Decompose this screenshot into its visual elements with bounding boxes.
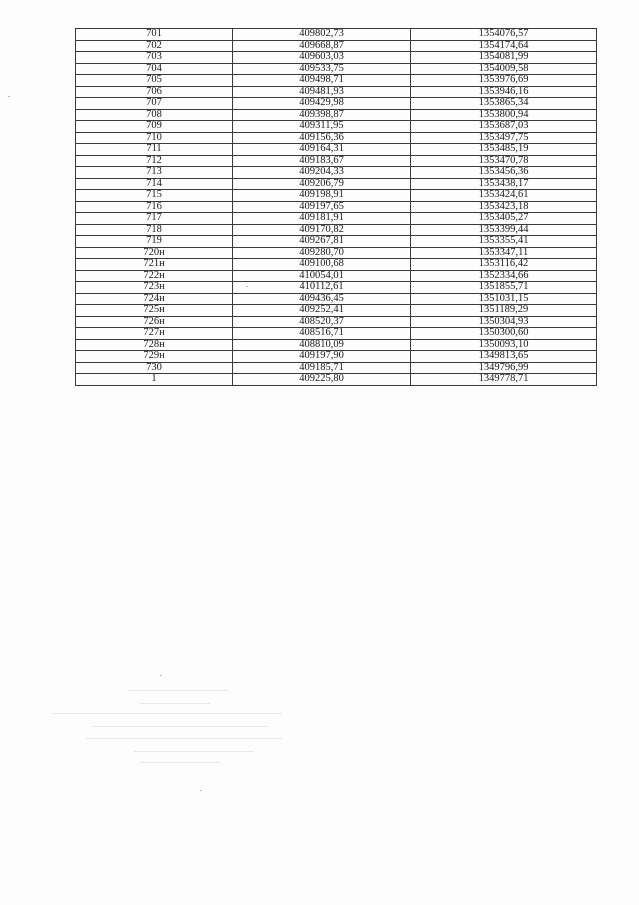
x-coordinate-cell: 409436,45 [233,293,411,305]
table-row [76,52,597,64]
point-number-cell: 707 [76,98,233,110]
y-coordinate-cell: 1353456,36 [411,167,597,179]
x-coordinate-cell: 410054,01 [233,270,411,282]
y-coordinate-cell: 1354009,58 [411,63,597,75]
x-coordinate-cell: 409398,87 [233,109,411,121]
table-row [76,270,597,282]
y-coordinate-cell: 1351855,71 [411,282,597,294]
x-coordinate-cell: 409170,82 [233,224,411,236]
table-row [76,86,597,98]
point-number-cell: 717 [76,213,233,225]
point-number-cell: 729н [76,351,233,363]
y-coordinate-cell: 1353424,61 [411,190,597,202]
x-coordinate-cell: 409156,36 [233,132,411,144]
point-number-cell: 723н [76,282,233,294]
point-number-cell: 722н [76,270,233,282]
table-row [76,121,597,133]
x-coordinate-cell: 409164,31 [233,144,411,156]
table-row [76,362,597,374]
y-coordinate-cell: 1351189,29 [411,305,597,317]
point-number-cell: 701 [76,29,233,41]
table-row [76,247,597,259]
y-coordinate-cell: 1352334,66 [411,270,597,282]
x-coordinate-cell: 409481,93 [233,86,411,98]
point-number-cell: 730 [76,362,233,374]
point-number-cell: 708 [76,109,233,121]
y-coordinate-cell: 1353423,18 [411,201,597,213]
table-row [76,316,597,328]
table-row [76,109,597,121]
coordinates-table [75,28,597,386]
point-number-cell: 716 [76,201,233,213]
table-row [76,29,597,41]
table-row [76,224,597,236]
point-number-cell: 709 [76,121,233,133]
point-number-cell: 711 [76,144,233,156]
y-coordinate-cell: 1351031,15 [411,293,597,305]
table-row [76,178,597,190]
table-row [76,351,597,363]
table-row [76,63,597,75]
y-coordinate-cell: 1354081,99 [411,52,597,64]
x-coordinate-cell: 409197,90 [233,351,411,363]
point-number-cell: 715 [76,190,233,202]
x-coordinate-cell: 409802,73 [233,29,411,41]
x-coordinate-cell: 408810,09 [233,339,411,351]
y-coordinate-cell: 1349813,65 [411,351,597,363]
y-coordinate-cell: 1353355,41 [411,236,597,248]
point-number-cell: 713 [76,167,233,179]
y-coordinate-cell: 1349778,71 [411,374,597,386]
table-row [76,167,597,179]
point-number-cell: 720н [76,247,233,259]
x-coordinate-cell: 409204,33 [233,167,411,179]
y-coordinate-cell: 1353687,03 [411,121,597,133]
y-coordinate-cell: 1350300,60 [411,328,597,340]
x-coordinate-cell: 409206,79 [233,178,411,190]
x-coordinate-cell: 409311,95 [233,121,411,133]
point-number-cell: 726н [76,316,233,328]
table-row [76,339,597,351]
x-coordinate-cell: 409280,70 [233,247,411,259]
y-coordinate-cell: 1353347,11 [411,247,597,259]
point-number-cell: 725н [76,305,233,317]
table-row [76,190,597,202]
table-row [76,236,597,248]
point-number-cell: 714 [76,178,233,190]
point-number-cell: 705 [76,75,233,87]
y-coordinate-cell: 1353116,42 [411,259,597,271]
point-number-cell: 704 [76,63,233,75]
x-coordinate-cell: 409498,71 [233,75,411,87]
x-coordinate-cell: 409225,80 [233,374,411,386]
table-row [76,293,597,305]
point-number-cell: 702 [76,40,233,52]
table-row [76,374,597,386]
y-coordinate-cell: 1353800,94 [411,109,597,121]
y-coordinate-cell: 1353405,27 [411,213,597,225]
x-coordinate-cell: 409533,75 [233,63,411,75]
point-number-cell: 721н [76,259,233,271]
point-number-cell: 727н [76,328,233,340]
point-number-cell: 710 [76,132,233,144]
point-number-cell: 703 [76,52,233,64]
x-coordinate-cell: 409197,65 [233,201,411,213]
x-coordinate-cell: 409668,87 [233,40,411,52]
x-coordinate-cell: 409603,03 [233,52,411,64]
table-row [76,328,597,340]
x-coordinate-cell: 409252,41 [233,305,411,317]
point-number-cell: 712 [76,155,233,167]
y-coordinate-cell: 1353976,69 [411,75,597,87]
point-number-cell: 728н [76,339,233,351]
point-number-cell: 706 [76,86,233,98]
x-coordinate-cell: 409185,71 [233,362,411,374]
table-row [76,75,597,87]
x-coordinate-cell: 409429,98 [233,98,411,110]
y-coordinate-cell: 1349796,99 [411,362,597,374]
x-coordinate-cell: 408520,37 [233,316,411,328]
point-number-cell: 724н [76,293,233,305]
y-coordinate-cell: 1353438,17 [411,178,597,190]
table-row [76,98,597,110]
x-coordinate-cell: 409183,67 [233,155,411,167]
x-coordinate-cell: 410112,61 [233,282,411,294]
table-row [76,155,597,167]
y-coordinate-cell: 1353946,16 [411,86,597,98]
y-coordinate-cell: 1353497,75 [411,132,597,144]
point-number-cell: 718 [76,224,233,236]
table-row [76,144,597,156]
y-coordinate-cell: 1353485,19 [411,144,597,156]
y-coordinate-cell: 1353470,78 [411,155,597,167]
y-coordinate-cell: 1354076,57 [411,29,597,41]
y-coordinate-cell: 1353399,44 [411,224,597,236]
y-coordinate-cell: 1354174,64 [411,40,597,52]
table-row [76,201,597,213]
coordinates-table-body [76,29,597,386]
table-row [76,213,597,225]
y-coordinate-cell: 1350093,10 [411,339,597,351]
y-coordinate-cell: 1350304,93 [411,316,597,328]
table-row [76,40,597,52]
point-number-cell: 719 [76,236,233,248]
table-row [76,259,597,271]
table-row [76,282,597,294]
point-number-cell: 1 [76,374,233,386]
x-coordinate-cell: 409181,91 [233,213,411,225]
x-coordinate-cell: 409198,91 [233,190,411,202]
table-row [76,305,597,317]
x-coordinate-cell: 408516,71 [233,328,411,340]
table-row [76,132,597,144]
x-coordinate-cell: 409100,68 [233,259,411,271]
x-coordinate-cell: 409267,81 [233,236,411,248]
y-coordinate-cell: 1353865,34 [411,98,597,110]
